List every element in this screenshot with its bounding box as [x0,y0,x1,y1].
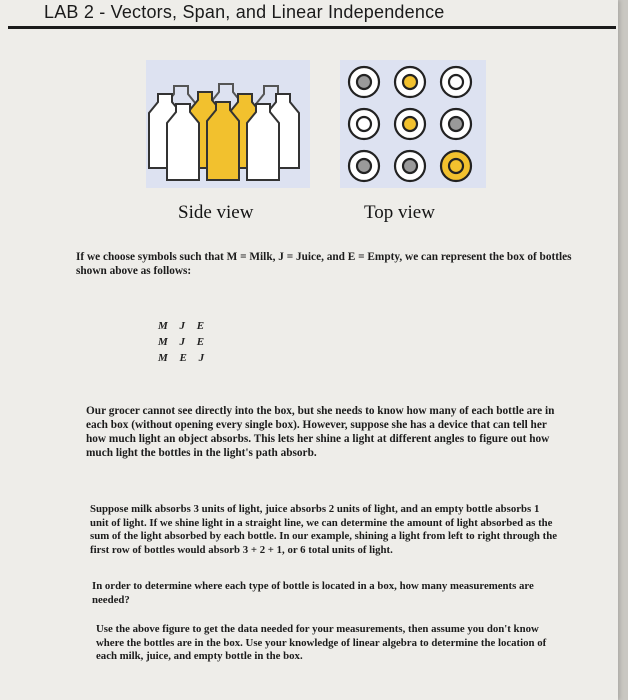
intro-paragraph: If we choose symbols such that M = Milk, J = Juice, and E = Empty, we can represent the box of bottles shown above as follows: [76,251,572,277]
side-view-bottles-illustration [146,60,310,188]
instruction-paragraph: Use the above figure to get the data needed for your measurements, then assume you don't know where the bottles are in the box. Use your knowledge of linear algebra to determine the location of each milk, juice, and empty bottle in the box. [96,623,547,662]
title-rule [8,26,616,29]
grid-row-3: M E J [158,352,206,364]
grid-row-2: M J E [158,336,206,348]
side-view-caption: Side view [178,202,254,223]
grocer-paragraph: Our grocer cannot see directly into the box, but she needs to know how many of each bottle are in each box (without opening every single box). However, suppose she has a device that can tell her how much light an object absorbs. This lets her shine a light at different angles to figure out how much light the bottles in the light's path absorb. [86,405,555,459]
side-view-panel [146,60,310,188]
top-view-bottle-grid [340,60,486,188]
top-view-caption: Top view [364,202,435,223]
question-paragraph: In order to determine where each type of bottle is located in a box, how many measurements are needed? [92,580,534,606]
lab-title: LAB 2 - Vectors, Span, and Linear Independence [44,2,445,22]
grid-row-1: M J E [158,320,206,332]
absorption-paragraph: Suppose milk absorbs 3 units of light, juice absorbs 2 units of light, and an empty bottle absorbs 1 unit of light. If we shine light in a straight line, we can determine the amount of light absorbed as the sum of the light absorbed by each bottle. In our example, shining a light from left to right through the first row of bottles would absorb 3 + 2 + 1, or 6 total units of light. [90,503,557,556]
top-view-panel [340,60,486,188]
